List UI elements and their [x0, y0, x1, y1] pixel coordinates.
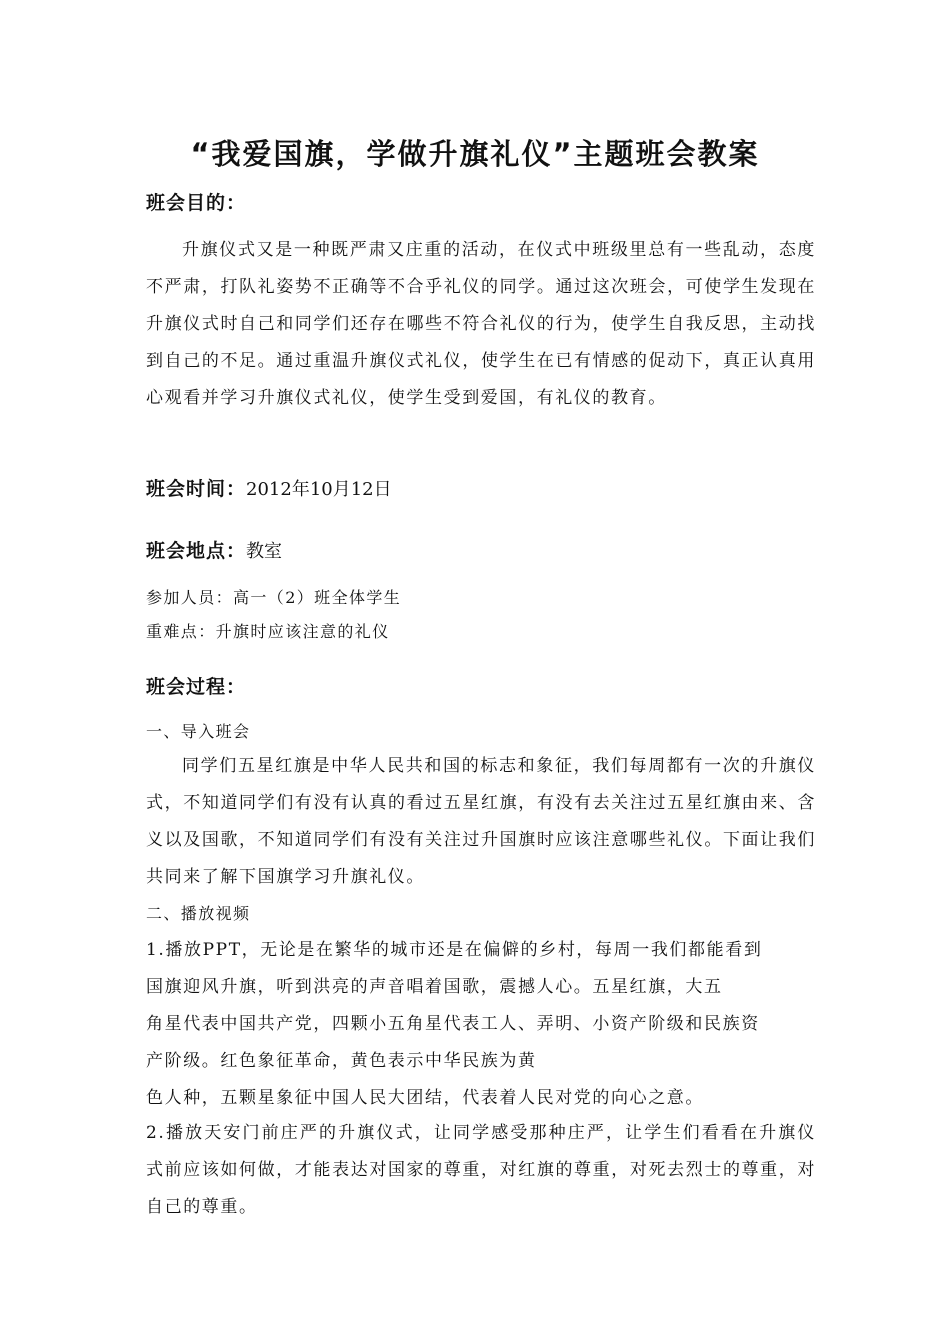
time-row	[146, 474, 816, 501]
place-row	[146, 536, 816, 563]
item-1-line-1: 1.播放PPT，无论是在繁华的城市还是在偏僻的乡村，每周一我们都能看到	[146, 940, 763, 960]
section-1-paragraph: 同学们五星红旗是中华人民共和国的标志和象征，我们每周都有一次的升旗仪式，不知道同学们有没有认真的看过五星红旗，有没有去关注过五星红旗由来、含义以及国歌，不知道同学们有没有关注过升国旗时应该注意哪些礼仪。下面让我们共同来了解下国旗学习升旗礼仪。	[146, 756, 816, 887]
process-heading: 班会过程：	[146, 676, 247, 698]
purpose-heading: 班会目的：	[146, 192, 247, 214]
item-1-line-4: 产阶级。红色象征革命，黄色表示中华民族为黄	[146, 1051, 537, 1071]
document-title: “我爱国旗，学做升旗礼仪”主题班会教案	[190, 137, 760, 171]
item-1-line-5: 色人种，五颗星象征中国人民大团结，代表着人民对党的向心之意。	[146, 1088, 704, 1108]
time-value: 2012年10月12日	[246, 479, 392, 500]
item-1-line-2: 国旗迎风升旗，听到洪亮的声音唱着国歌，震撼人心。五星红旗，大五	[146, 977, 723, 997]
item-1-line-3: 角星代表中国共产党，四颗小五角星代表工人、弄明、小资产阶级和民族资	[146, 1014, 760, 1034]
section-1-title: 一、导入班会	[146, 722, 251, 741]
key-points-line: 重难点：升旗时应该注意的礼仪	[146, 622, 390, 641]
place-value: 教室	[246, 541, 283, 562]
place-label: 班会地点：	[146, 540, 247, 562]
purpose-paragraph: 升旗仪式又是一种既严肃又庄重的活动，在仪式中班级里总有一些乱动，态度不严肃，打队礼姿势不正确等不合乎礼仪的同学。通过这次班会，可使学生发现在升旗仪式时自己和同学们还存在哪些不符合礼仪的行为，使学生自我反思，主动找到自己的不足。通过重温升旗仪式礼仪，使学生在已有情感的促动下，真正认真用心观看并学习升旗仪式礼仪，使学生受到爱国，有礼仪的教育。	[146, 240, 816, 408]
time-label: 班会时间：	[146, 478, 247, 500]
participants-line: 参加人员：高一（2）班全体学生	[146, 588, 402, 607]
item-2-paragraph: 2.播放天安门前庄严的升旗仪式，让同学感受那种庄严，让学生们看看在升旗仪式前应该如何做，才能表达对国家的尊重，对红旗的尊重，对死去烈士的尊重，对自己的尊重。	[146, 1123, 816, 1217]
section-2-title: 二、播放视频	[146, 904, 251, 923]
